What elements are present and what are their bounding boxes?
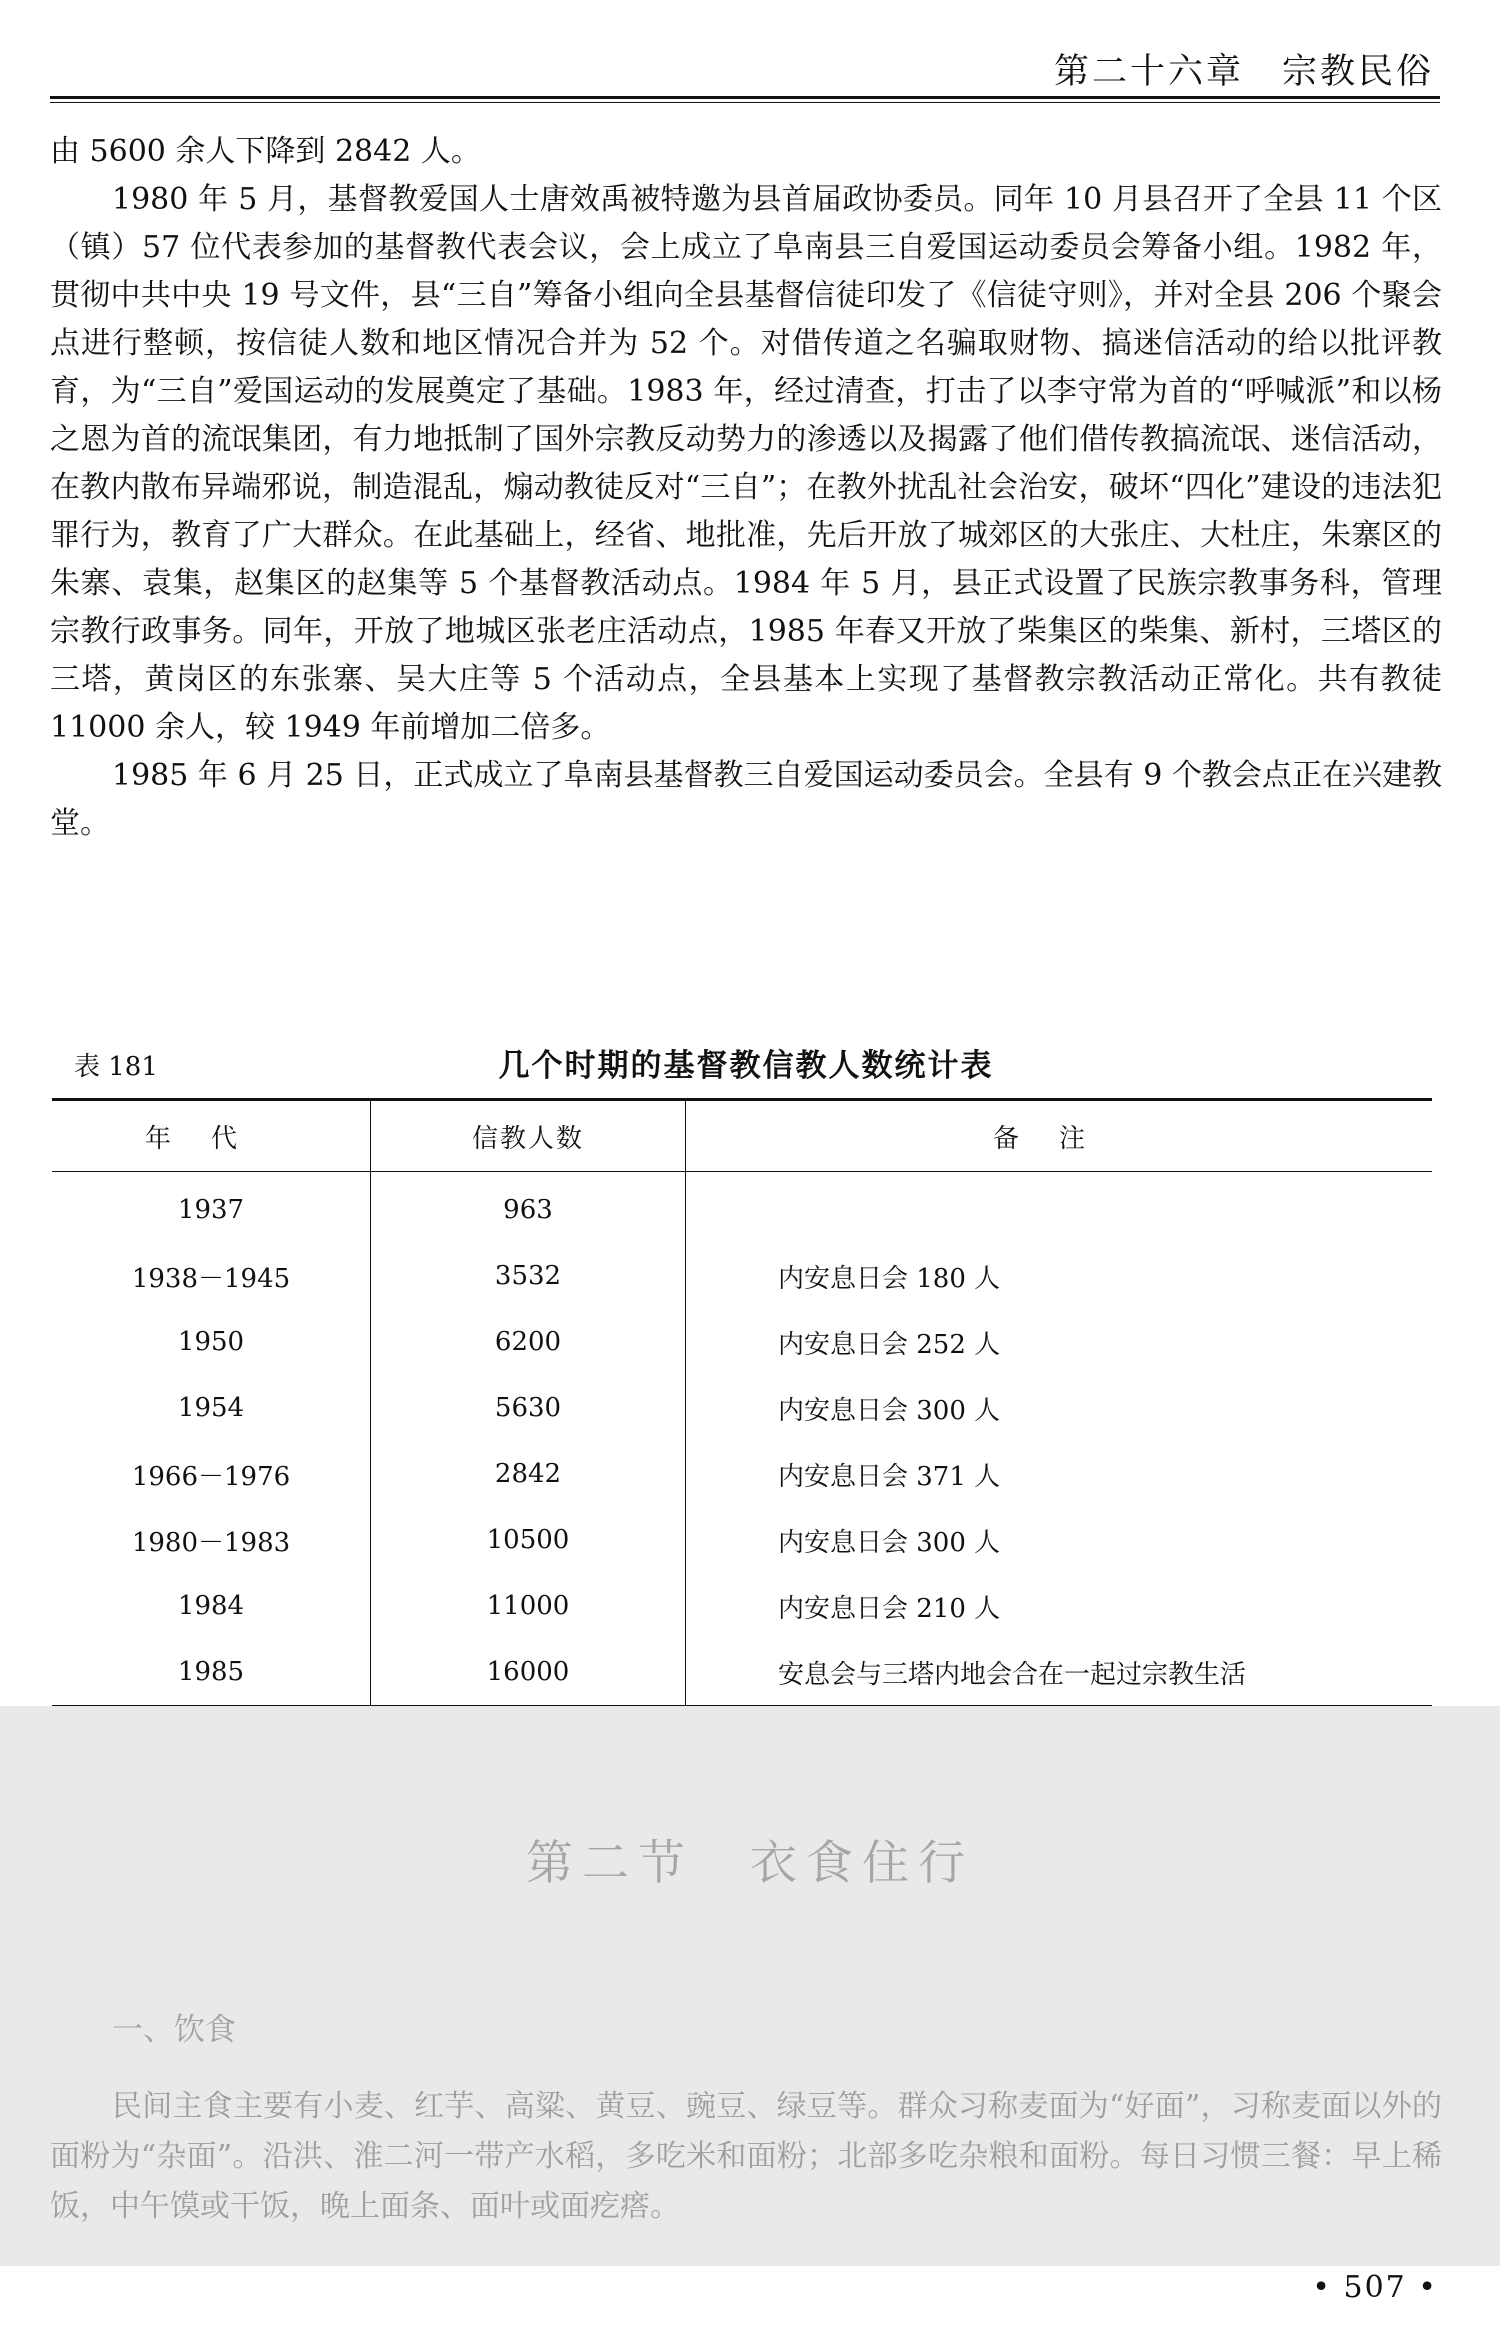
table-title: 几个时期的基督教信教人数统计表 [498,1048,994,1084]
column-header-count: 信教人数 [371,1100,686,1172]
statistics-table [52,1098,1432,1708]
cell-count: 16000 [371,1639,686,1707]
table-row [52,1441,1432,1507]
paragraph: 1980 年 5 月，基督教爱国人士唐效禹被特邀为县首届政协委员。同年 10 月县召开了全县 11 个区（镇）57 位代表参加的基督教代表会议，会上成立了阜南县三自爱国运动委员会筹备小组。1982 年，贯彻中共中央 19 号文件，县“三自”筹备小组向全县基督信徒印发了《信徒守则》，并对全县 206 个聚会点进行整顿，按信徒人数和地区情况合并为 52 个。对借传道之名骗取财物、搞迷信活动的给以批评教育，为“三自”爱国运动的发展奠定了基础。1983 年，经过清查，打击了以李守常为首的“呼喊派”和以杨之恩为首的流氓集团，有力地抵制了国外宗教反动势力的渗透以及揭露了他们借传教搞流氓、迷信活动，在教内散布异端邪说，制造混乱，煽动教徒反对“三自”；在教外扰乱社会治安，破坏“四化”建设的违法犯罪行为，教育了广大群众。在此基础上，经省、地批准，先后开放了城郊区的大张庄、大杜庄，朱寨区的朱寨、袁集，赵集区的赵集等 5 个基督教活动点。1984 年 5 月，县正式设置了民族宗教事务科，管理宗教行政事务。同年，开放了地城区张老庄活动点，1985 年春又开放了柴集区的柴集、新村，三塔区的三塔，黄岗区的东张寨、吴大庄等 5 个活动点，全县基本上实现了基督教宗教活动正常化。共有教徒 11000 余人，较 1949 年前增加二倍多。 [50,182,1442,745]
page-header [50,38,1440,102]
cell-count: 2842 [371,1441,686,1507]
cell-note: 内安息日会 180 人 [778,1263,1001,1294]
cell-note: 安息会与三塔内地会合在一起过宗教生活 [778,1659,1247,1690]
next-section-faded [0,1706,1500,2266]
cell-note [686,1172,1433,1244]
cell-year: 1954 [52,1375,371,1441]
cell-note: 内安息日会 210 人 [778,1593,1001,1624]
cell-count: 963 [371,1172,686,1244]
page-number: • 507 • [1312,2270,1438,2305]
table-number: 表 181 [74,1052,158,1082]
cell-note: 内安息日会 371 人 [778,1461,1001,1492]
cell-count: 5630 [371,1375,686,1441]
table-header-row [52,1100,1432,1172]
paragraph-continuation: 由 5600 余人下降到 2842 人。 [50,134,481,169]
subsection-title: 一、饮食 [112,2012,236,2048]
cell-count: 6200 [371,1309,686,1375]
table-row [52,1639,1432,1707]
table-row [52,1172,1432,1244]
table-caption [50,1040,1442,1090]
cell-year: 1984 [52,1573,371,1639]
table-row [52,1375,1432,1441]
cell-year: 1938－1945 [52,1243,371,1309]
table-row [52,1573,1432,1639]
cell-year: 1937 [52,1172,371,1244]
table-row [52,1309,1432,1375]
cell-year: 1980－1983 [52,1507,371,1573]
cell-count: 11000 [371,1573,686,1639]
cell-year: 1966－1976 [52,1441,371,1507]
section-body [50,2082,1442,2232]
header-rule [50,96,1440,103]
cell-count: 3532 [371,1243,686,1309]
cell-year: 1985 [52,1639,371,1707]
table-row [52,1243,1432,1309]
section-title: 第二节 衣食住行 [526,1836,974,1891]
cell-note: 内安息日会 300 人 [778,1527,1001,1558]
paragraph: 1985 年 6 月 25 日，正式成立了阜南县基督教三自爱国运动委员会。全县有 9 个教会点正在兴建教堂。 [50,758,1442,841]
cell-year: 1950 [52,1309,371,1375]
cell-note: 内安息日会 252 人 [778,1329,1001,1360]
chapter-title: 第二十六章 宗教民俗 [1053,52,1434,92]
paragraph: 民间主食主要有小麦、红芋、高粱、黄豆、豌豆、绿豆等。群众习称麦面为“好面”，习称麦面以外的面粉为“杂面”。沿洪、淮二河一带产水稻，多吃米和面粉；北部多吃杂粮和面粉。每日习惯三餐：早上稀饭，中午馍或干饭，晚上面条、面叶或面疙瘩。 [50,2089,1442,2224]
column-header-year: 年代 [52,1100,371,1172]
column-header-note: 备注 [686,1100,1433,1172]
body-text [50,128,1442,848]
cell-count: 10500 [371,1507,686,1573]
table-row [52,1507,1432,1573]
cell-note: 内安息日会 300 人 [778,1395,1001,1426]
